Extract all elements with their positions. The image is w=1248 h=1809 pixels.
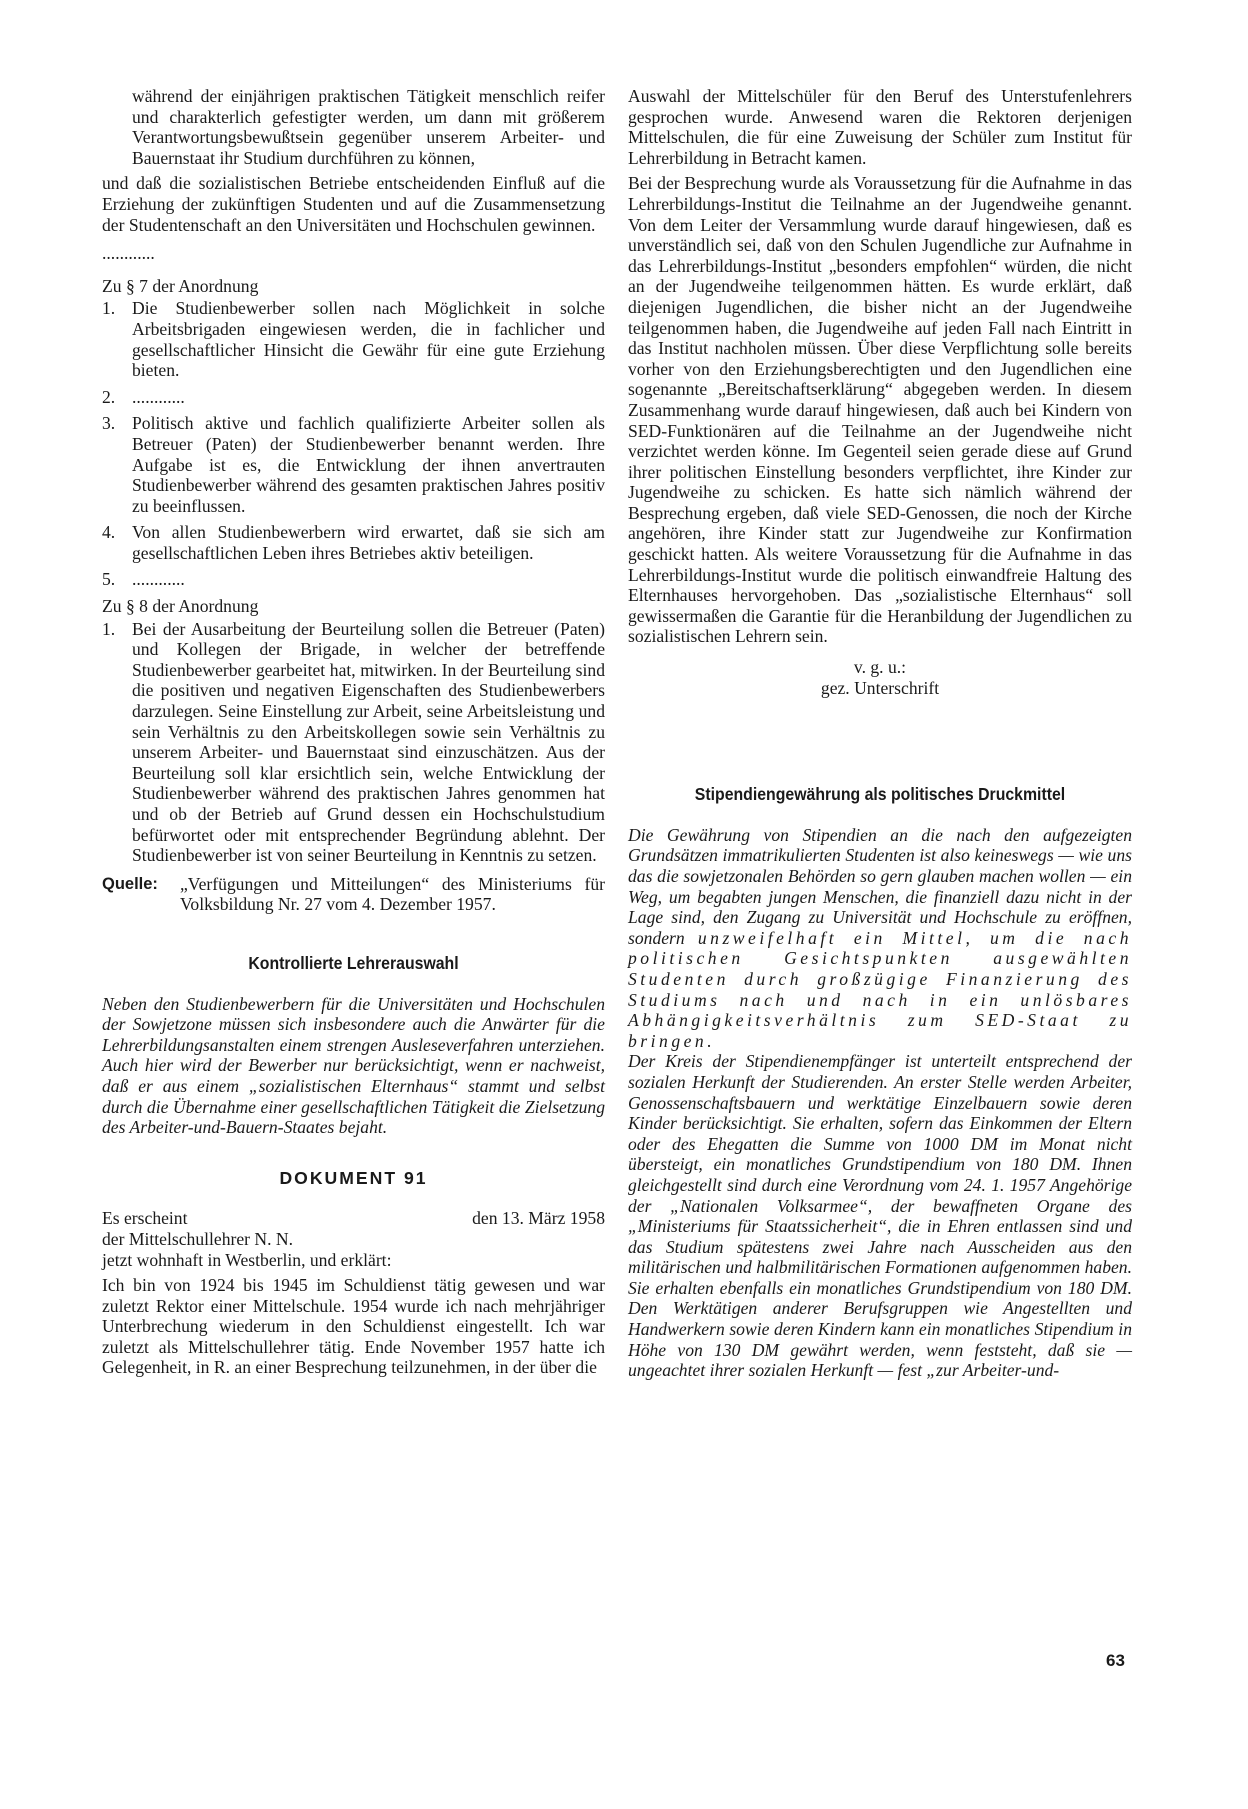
list-number: 4. [102, 522, 116, 543]
ellipsis-separator: ............ [102, 243, 155, 264]
list-item [102, 569, 605, 590]
list-number: 1. [102, 618, 116, 639]
paragraph: und daß die sozialistischen Betriebe entscheidenden Einfluß auf die Erziehung der zukünftigen Studenten und auf die Zusammensetzung der Studentenschaft an den Universitäten und Hochschulen gewinnen. [102, 173, 605, 235]
list-text: Politisch aktive und fachlich qualifizierte Arbeiter sollen als Betreuer (Paten) der Studienbewerber benannt werden. Ihre Aufgabe ist es, die Entwicklung der ihnen anvertrauten Studienbewerber während des gesamten praktischen Jahres positiv zu beeinflussen. [132, 413, 605, 516]
document-title: DOKUMENT 91 [279, 1167, 428, 1188]
list-text: ............ [132, 569, 185, 590]
signature-vgu: v. g. u.: [853, 657, 907, 678]
source-text: „Verfügungen und Mitteilungen“ des Ministeriums für Volksbildung Nr. 27 vom 4. Dezember 1957. [180, 873, 605, 915]
section-heading-7: Zu § 7 der Anordnung [102, 275, 259, 296]
list-text: Die Studienbewerber sollen nach Möglichkeit in solche Arbeitsbrigaden eingewiesen werden, die in fachlicher und gesellschaftlicher Hinsicht die Gewähr für eine gute Erziehung bieten. [132, 298, 605, 381]
document-line: der Mittelschullehrer N. N. [102, 1228, 294, 1249]
section-8-list [102, 619, 605, 866]
list-item [102, 387, 605, 408]
document-date: den 13. März 1958 [472, 1208, 605, 1229]
paragraph: Auswahl der Mittelschüler für den Beruf des Unterstufenlehrers gesprochen wurde. Anwesend waren die Rektoren derjenigen Mittelschulen, die für eine Zuweisung der Schüler zum Institut für Lehrerbildung in Betracht kamen. [628, 86, 1132, 168]
section-paragraph: Der Kreis der Stipendienempfänger ist unterteilt entsprechend der sozialen Herkunft der Studierenden. An erster Stelle werden Arbeiter, Genossenschaftsbauern und werktätige Einzelbauern sowie deren Kinder berücksichtigt. Sie erhalten, sofern das Einkommen der Eltern oder des Ehegatten die Summe von 1000 DM im Monat nicht übersteigt, ein monatliches Grundstipendium von 180 DM. Ihnen gleichgestellt sind durch eine Verordnung vom 24. 1. 1957 Angehörige der „Nationalen Volksarmee“, der bewaffneten Organe des „Ministeriums für Staatssicherheit“, die in Ehren entlassen sind und das Studium spätestens zwei Jahre nach Ausscheiden aus den militärischen und halbmilitärischen Formationen aufgenommen haben. Sie erhalten ebenfalls ein monatliches Grundstipendium von 180 DM. Den Werktätigen anderer Berufsgruppen wie Angestellten und Handwerkern sowie deren Kindern kann ein monatliches Stipendium in Höhe von 130 DM gewährt werden, wenn feststeht, daß sie — ungeachtet ihrer sozialen Herkunft — fest „zur Arbeiter-und- [628, 1051, 1132, 1381]
list-number: 3. [102, 413, 116, 434]
list-text: ............ [132, 386, 185, 407]
section-7-list [102, 298, 605, 590]
section-intro: Neben den Studienbewerbern für die Universitäten und Hochschulen der Sowjetzone müssen sich insbesondere auch die Anwärter für die Lehrerbildungsanstalten einem strengen Ausleseverfahren unterziehen. Auch hier wird der Bewerber nur berücksichtigt, wenn er nachweist, daß er aus einem „sozialistischen Elternhaus“ stammt und selbst durch die Übernahme einer gesellschaftlichen Tätigkeit die Zielsetzung des Arbeiter-und-Bauern-Staates bejaht. [102, 993, 605, 1138]
document-line: jetzt wohnhaft in Westberlin, und erklärt: [102, 1249, 392, 1270]
list-number: 5. [102, 569, 116, 590]
page-number: 63 [1106, 1651, 1125, 1670]
list-text: Bei der Ausarbeitung der Beurteilung sollen die Betreuer (Paten) und Kollegen der Brigade, in welcher der betreffende Studienbewerber gearbeitet hat, mitwirken. In der Beurteilung sind die positiven und negativen Eigenschaften des Studienbewerbers darzulegen. Seine Einstellung zur Arbeit, seine Arbeitsleistung und sein Verhältnis zu den Arbeitskollegen sowie sein Verhältnis zu unserem Arbeiter- und Bauernstaat sind einzuschätzen. Aus der Beurteilung soll klar ersichtlich sein, welche Entwicklung der Studienbewerber während des praktischen Jahres genommen hat und ob der Betrieb auf Grund dessen ein Hochschulstudium befürwortet oder mit entsprechender Begründung ablehnt. Der Studienbewerber ist von seiner Beurteilung in Kenntnis zu setzen. [132, 618, 605, 866]
source-label: Quelle: [102, 874, 158, 893]
list-item [102, 522, 605, 563]
section-heading-8: Zu § 8 der Anordnung [102, 596, 259, 617]
paragraph: Bei der Besprechung wurde als Voraussetzung für die Aufnahme in das Lehrerbildungs-Institut die Teilnahme an der Jugendweihe genannt. Von dem Leiter der Versammlung wurde darauf hingewiesen, daß es unverständlich sei, daß von den Schulen Jugendliche zur Aufnahme in das Lehrerbildungs-Institut „besonders empfohlen“ würden, die nicht an der Jugendweihe teilgenommen hätten. Es wurde erklärt, daß diejenigen Jugendlichen, die bisher nicht an der Jugendweihe teilgenommen haben, die Jugendweihe auf jeden Fall nach Eintritt in das Institut nachholen müssen. Über diese Verpflichtung solle bereits vorher von den Erziehungsberechtigten und den Jugendlichen eine sogenannte „Bereitschaftserklärung“ abgegeben werden. In diesem Zusammenhang wurde darauf hingewiesen, daß auch bei Kindern von SED-Funktionären auf die Teilnahme an der Jugendweihe nicht verzichtet werden könne. Im Gegenteil seien gerade diese auf Grund ihrer politischen Einstellung besonders verpflichtet, ihre Kinder zur Jugendweihe zu schicken. Es hatte sich nämlich während der Besprechung ergeben, daß viele SED-Genossen, die noch der Kirche angehören, ihre Kinder statt zur Jugendweihe zur Konfirmation geschickt hatten. Als weitere Voraussetzung für die Aufnahme in das Lehrerbildungs-Institut wurde die politisch einwandfreie Haltung des Elternhauses hervorgehoben. Das „sozialistische Elternhaus“ soll gewissermaßen die Garantie für die Heranbildung der Jugendlichen zu sozialistischen Lehrern sein. [628, 173, 1132, 647]
list-number: 1. [102, 298, 116, 319]
document-appearance: Es erscheint [102, 1208, 188, 1229]
left-column [102, 86, 605, 1378]
list-text: Von allen Studienbewerbern wird erwartet, daß sie sich am gesellschaftlichen Leben ihres Betriebes aktiv beteiligen. [132, 522, 605, 563]
document-body: Ich bin von 1924 bis 1945 im Schuldienst tätig gewesen und war zuletzt Rektor einer Mittelschule. 1954 wurde ich nach mehrjähriger Unterbrechung wiederum in den Schuldienst eingestellt. Ich war zuletzt als Mittelschullehrer tätig. Ende November 1957 hatte ich Gelegenheit, in R. an einer Besprechung teilzunehmen, in der über die [102, 1275, 605, 1378]
section-intro [628, 825, 1132, 1052]
signature-line: gez. Unterschrift [820, 677, 940, 698]
list-item [102, 413, 605, 516]
list-number: 2. [102, 386, 116, 407]
section-title: Kontrollierte Lehrerauswahl [248, 952, 459, 973]
intro-text: Die Gewährung von Stipendien an die nach den aufgezeigten Grundsätzen immatrikulierten Studenten ist also keineswegs — wie uns das die sowjetzonalen Behörden so gern glauben machen wollen — ein Weg, um begabten jungen Menschen, die finanziell dazu nicht in der Lage sind, den Zugang zu Universität und Hochschule zu eröffnen, sondern [628, 824, 1132, 948]
section-title: Stipendiengewährung als politisches Druckmittel [694, 784, 1066, 805]
list-item [102, 298, 605, 380]
intro-emphasis: unzweifelhaft ein Mittel, um die nach politischen Gesichtspunkten ausgewählten Studenten durch großzügige Finanzierung des Studiums nach und nach in ein unlösbares Abhängigkeitsverhältnis zum SED-Staat zu bringen. [628, 927, 1132, 1051]
document-header-row [102, 1208, 605, 1229]
list-item [102, 619, 605, 866]
source-note [102, 874, 605, 915]
right-column [628, 86, 1132, 1381]
paragraph: während der einjährigen praktischen Tätigkeit menschlich reifer und charakterlich gefestigter werden, um dann mit größerem Verantwortungsbewußtsein gegenüber unserem Arbeiter- und Bauernstaat ihr Studium durchführen zu können, [132, 86, 605, 168]
